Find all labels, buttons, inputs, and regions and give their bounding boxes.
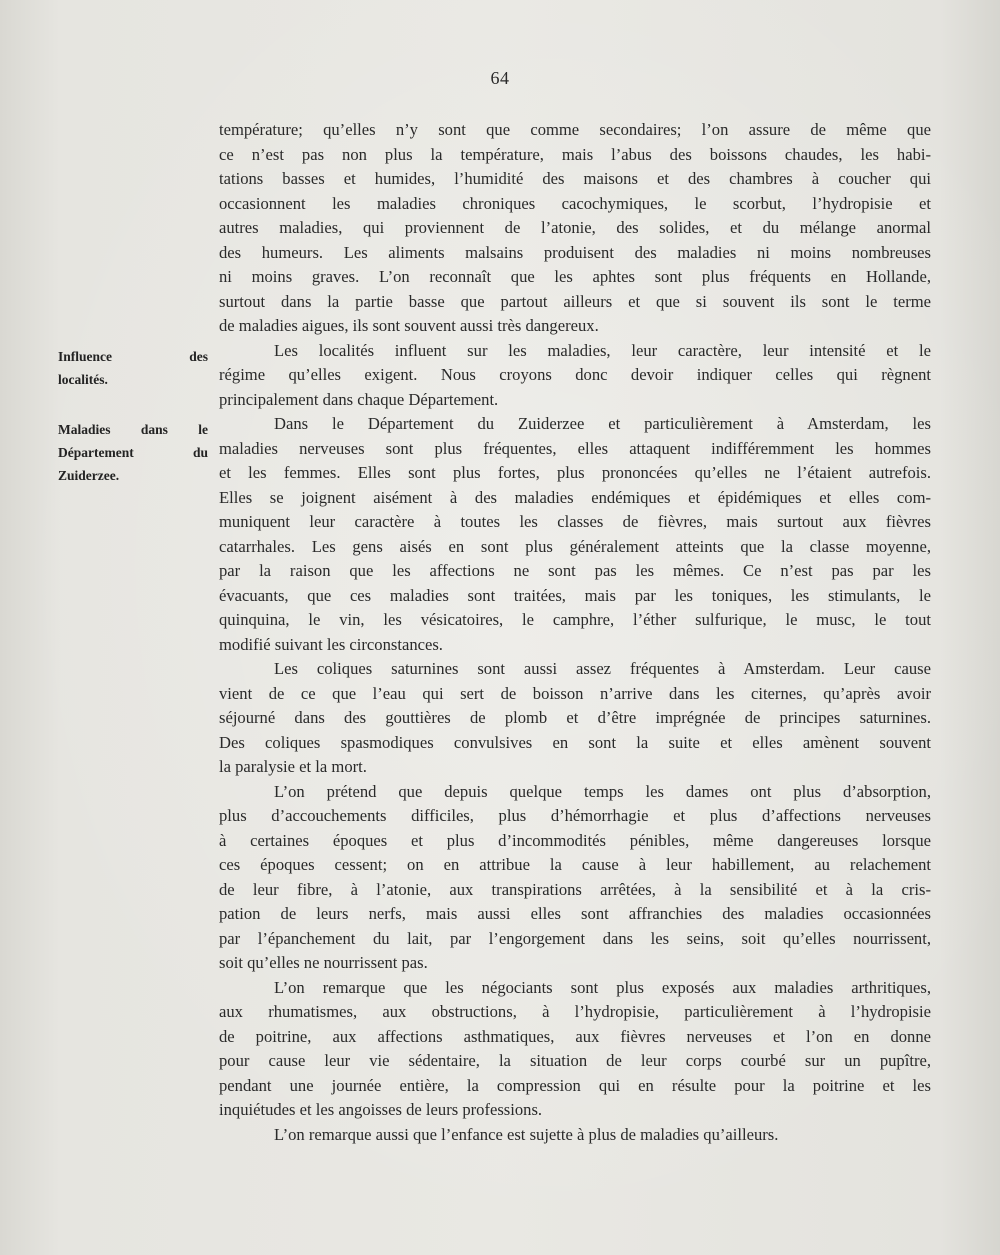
paragraph	[219, 339, 931, 413]
paragraph	[219, 976, 931, 1123]
paragraph	[219, 412, 931, 657]
text-line: vient de ce que l’eau qui sert de boisson n’arrive dans les citernes, qu’après avoir	[219, 683, 931, 703]
text-line: ces époques cessent; on en attribue la cause à leur habillement, au relachement	[219, 855, 931, 874]
text-line: aux rhumatismes, aux obstructions, à l’hydropisie, particulièrement à l’hydropisie	[219, 1002, 931, 1021]
text-line: ni moins graves. L’on reconnaît que les aphtes sont plus fréquents en Hollande,	[219, 267, 931, 286]
text-line: quinquina, le vin, les vésicatoires, le camphre, l’éther sulfurique, le musc, le tout	[219, 610, 931, 629]
text-line: principalement dans chaque Département.	[219, 389, 499, 409]
text-line: Dans le Département du Zuiderzee et particulièrement à Amsterdam, les	[274, 414, 931, 433]
text-line: de maladies aigues, ils sont souvent aussi très dangereux.	[219, 316, 599, 335]
paragraph	[219, 1123, 931, 1148]
text-line: ce n’est pas non plus la température, mais l’abus des boissons chaudes, les habi-	[219, 144, 931, 164]
text-line: plus d’accouchements difficiles, plus d’hémorrhagie et plus d’affections nerveuses	[219, 806, 931, 825]
text-line: à certaines époques et plus d’incommodités pénibles, même dangereuses lorsque	[219, 830, 931, 850]
text-line: Les localités influent sur les maladies, leur caractère, leur intensité et le	[274, 340, 931, 360]
text-line: de leur fibre, à l’atonie, aux transpirations arrêtées, à la sensibilité et à la cris-	[219, 879, 931, 899]
text-line: et les femmes. Elles sont plus fortes, plus prononcées qu’elles ne l’étaient autrefois.	[219, 463, 931, 482]
paragraph	[219, 118, 931, 339]
margin-note-line: Département du	[58, 445, 208, 460]
text-line: tations basses et humides, l’humidité des maisons et des chambres à coucher qui	[219, 169, 931, 188]
text-line: régime qu’elles exigent. Nous croyons donc devoir indiquer celles qui règnent	[219, 365, 931, 384]
margin-note-influence-des-localites	[58, 345, 208, 391]
text-line: pour cause leur vie sédentaire, la situation de leur corps courbé sur un pupître,	[219, 1051, 931, 1070]
page-number: 64	[490, 68, 510, 88]
text-line: Des coliques spasmodiques convulsives en sont la suite et elles amènent souvent	[219, 732, 931, 752]
margin-note-maladies-zuiderzee	[58, 418, 208, 487]
text-line: L’on remarque que les négociants sont plus exposés aux maladies arthritiques,	[274, 977, 931, 997]
text-line: L’on remarque aussi que l’enfance est sujette à plus de maladies qu’ailleurs.	[274, 1124, 779, 1144]
text-line: inquiétudes et les angoisses de leurs professions.	[219, 1100, 543, 1119]
paragraph	[219, 780, 931, 976]
text-line: par l’épanchement du lait, par l’engorgement dans les seins, soit qu’elles nourrissent,	[219, 928, 931, 948]
text-line: la paralysie et la mort.	[219, 757, 367, 776]
paragraph	[219, 657, 931, 780]
body-text	[219, 118, 931, 1147]
text-line: séjourné dans des gouttières de plomb et d’être imprégnée de principes saturnines.	[219, 708, 931, 727]
text-line: L’on prétend que depuis quelque temps les dames ont plus d’absorption,	[274, 781, 931, 801]
margin-note-line: Influence des	[58, 349, 208, 364]
text-line: pendant une journée entière, la compression qui en résulte pour la poitrine et les	[219, 1075, 931, 1095]
text-line: occasionnent les maladies chroniques cacochymiques, le scorbut, l’hydropisie et	[219, 193, 931, 213]
text-line: par la raison que les affections ne sont pas les mêmes. Ce n’est pas par les	[219, 561, 931, 580]
margin-note-line: localités.	[58, 372, 108, 387]
text-line: Elles se joignent aisément à des maladies endémiques et épidémiques et elles com-	[219, 487, 931, 507]
text-line: des humeurs. Les aliments malsains produisent des maladies ni moins nombreuses	[219, 242, 931, 262]
text-line: autres maladies, qui proviennent de l’atonie, des solides, et du mélange anormal	[219, 218, 931, 237]
text-line: soit qu’elles ne nourrissent pas.	[219, 953, 428, 972]
text-line: surtout dans la partie basse que partout ailleurs et que si souvent ils sont le terme	[219, 291, 931, 311]
text-line: Les coliques saturnines sont aussi assez fréquentes à Amsterdam. Leur cause	[274, 659, 931, 678]
text-line: maladies nerveuses sont plus fréquentes, elles attaquent indifféremment les hommes	[219, 438, 931, 458]
text-line: température; qu’elles n’y sont que comme secondaires; l’on assure de même que	[219, 120, 931, 139]
margin-note-line: Zuiderzee.	[58, 468, 120, 483]
text-line: muniquent leur caractère à toutes les classes de fièvres, mais surtout aux fièvres	[219, 512, 931, 531]
margin-note-line: Maladies dans le	[58, 422, 208, 437]
text-line: modifié suivant les circonstances.	[219, 634, 443, 654]
text-line: évacuants, que ces maladies sont traitées, mais par les toniques, les stimulants, le	[219, 585, 931, 605]
text-line: pation de leurs nerfs, mais aussi elles sont affranchies des maladies occasionnées	[219, 904, 931, 923]
text-line: catarrhales. Les gens aisés en sont plus généralement atteints que la classe moyenne,	[219, 536, 931, 556]
text-line: de poitrine, aux affections asthmatiques, aux fièvres nerveuses et l’on en donne	[219, 1026, 931, 1046]
